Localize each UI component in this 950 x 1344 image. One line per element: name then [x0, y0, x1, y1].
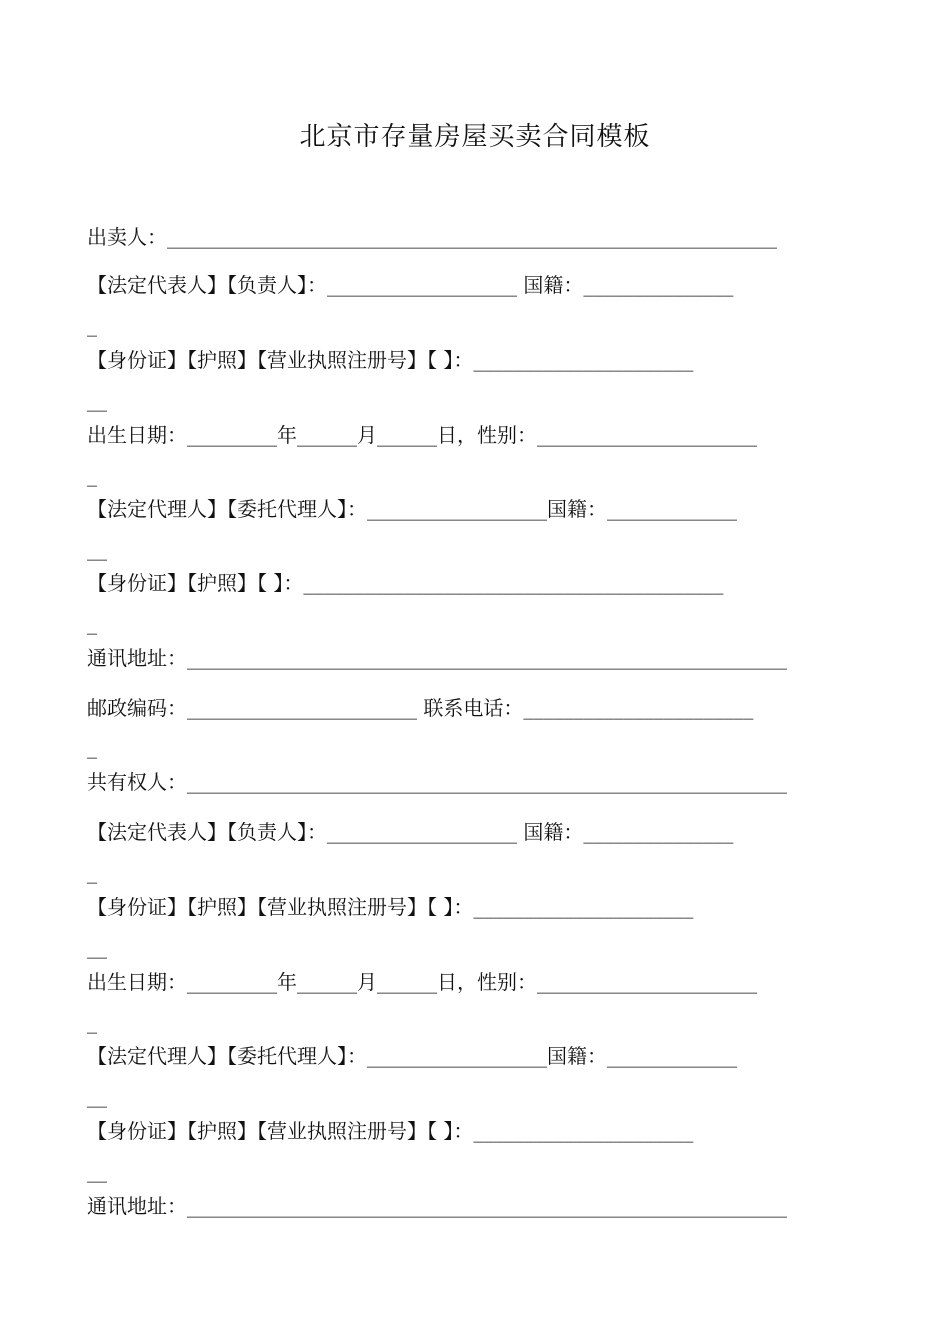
- seller-agent-id-line: 【身份证】【护照】【 】：__________________________________________: [87, 571, 724, 595]
- line-continuation: __: [87, 388, 107, 412]
- co-owner-id-line: 【身份证】【护照】【营业执照注册号】【 】：______________________: [87, 895, 694, 919]
- line-continuation: _: [87, 1010, 97, 1034]
- document-title: 北京市存量房屋买卖合同模板: [299, 122, 651, 152]
- line-continuation: __: [87, 935, 107, 959]
- seller-name-line: 出卖人：_____________________________________________________________: [87, 225, 777, 249]
- line-continuation: _: [87, 735, 97, 759]
- line-continuation: _: [87, 611, 97, 635]
- co-owner-agent-id-line: 【身份证】【护照】【营业执照注册号】【 】：______________________: [87, 1119, 694, 1143]
- co-owner-agent-line: 【法定代理人】【委托代理人】：__________________国籍：_____________: [87, 1044, 737, 1068]
- line-continuation: _: [87, 313, 97, 337]
- co-owner-address-line: 通讯地址：____________________________________________________________: [87, 1194, 787, 1218]
- seller-legal-rep-line: 【法定代表人】【负责人】：___________________ 国籍：_______________: [87, 273, 734, 297]
- line-continuation: __: [87, 1084, 107, 1108]
- line-continuation: __: [87, 537, 107, 561]
- seller-address-line: 通讯地址：____________________________________________________________: [87, 646, 787, 670]
- line-continuation: __: [87, 1159, 107, 1183]
- seller-birthdate-line: 出生日期：_________年______月______日，性别：______________________: [87, 423, 757, 447]
- line-continuation: _: [87, 463, 97, 487]
- line-continuation: _: [87, 860, 97, 884]
- seller-agent-line: 【法定代理人】【委托代理人】：__________________国籍：_____________: [87, 497, 737, 521]
- seller-id-line: 【身份证】【护照】【营业执照注册号】【 】：______________________: [87, 348, 694, 372]
- co-owner-legal-rep-line: 【法定代表人】【负责人】：___________________ 国籍：_______________: [87, 820, 734, 844]
- seller-postcode-phone-line: 邮政编码：_______________________ 联系电话：_______________________: [87, 696, 754, 720]
- co-owner-birthdate-line: 出生日期：_________年______月______日，性别：______________________: [87, 970, 757, 994]
- co-owner-name-line: 共有权人：____________________________________________________________: [87, 770, 787, 794]
